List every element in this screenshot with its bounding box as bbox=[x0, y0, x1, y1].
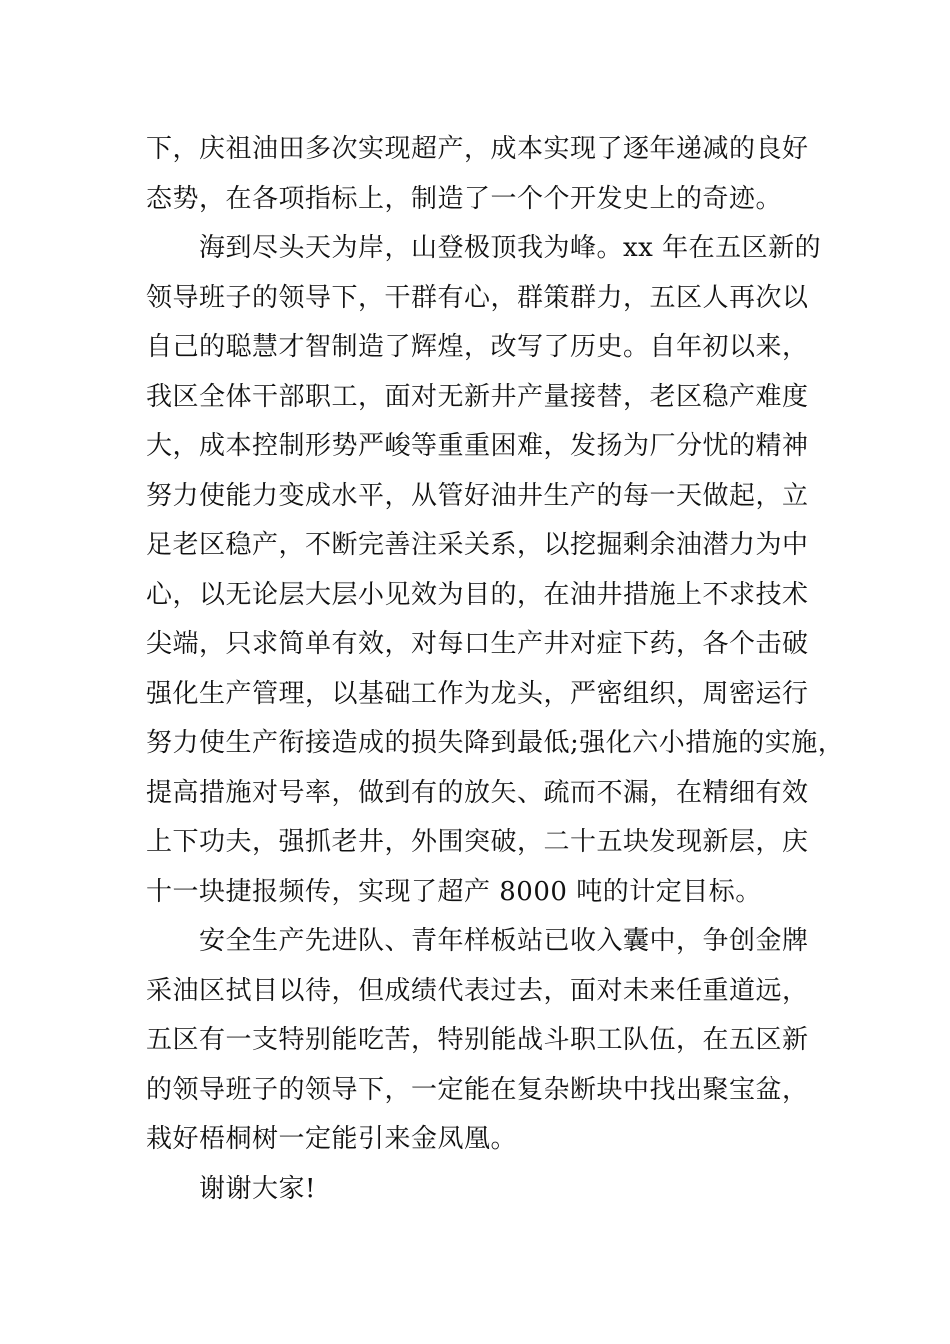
document-body bbox=[146, 125, 845, 1214]
text-line: 足老区稳产，不断完善注采关系，以挖掘剩余油潜力为中 bbox=[146, 530, 809, 560]
paragraph bbox=[146, 1165, 836, 1215]
paragraph bbox=[146, 917, 836, 1165]
text-line: 我区全体干部职工，面对无新井产量接替，老区稳产难度 bbox=[146, 381, 809, 412]
text-line: 上下功夫，强抓老井，外围突破，二十五块发现新层，庆 bbox=[146, 827, 809, 857]
text-line: 努力使能力变成水平，从管好油井生产的每一天做起，立 bbox=[146, 480, 809, 511]
text-line: 下，庆祖油田多次实现超产，成本实现了逐年递减的良好 bbox=[146, 134, 809, 164]
text-line: 安全生产先进队、青年样板站已收入囊中，争创金牌 bbox=[199, 926, 809, 956]
text-line: 海到尽头天为岸，山登极顶我为峰。xx 年在五区新的 bbox=[199, 233, 822, 263]
text-line: 领导班子的领导下，干群有心，群策群力，五区人再次以 bbox=[146, 282, 809, 313]
closing-line: 谢谢大家! bbox=[199, 1173, 316, 1204]
text-line: 尖端，只求简单有效，对每口生产井对症下药，各个击破 bbox=[146, 629, 809, 659]
paragraph bbox=[146, 224, 845, 917]
text-line: 的领导班子的领导下，一定能在复杂断块中找出聚宝盆， bbox=[146, 1074, 809, 1105]
text-line: 心，以无论层大层小见效为目的，在油井措施上不求技术 bbox=[146, 579, 809, 610]
text-line: 大，成本控制形势严峻等重重困难，发扬为厂分忧的精神 bbox=[146, 431, 809, 461]
paragraph bbox=[146, 125, 836, 224]
text-line: 五区有一支特别能吃苦，特别能战斗职工队伍，在五区新 bbox=[146, 1025, 809, 1055]
text-line: 自己的聪慧才智制造了辉煌，改写了历史。自年初以来， bbox=[146, 332, 809, 362]
text-line: 强化生产管理，以基础工作为龙头，严密组织，周密运行 bbox=[146, 678, 809, 709]
text-line: 努力使生产衔接造成的损失降到最低;强化六小措施的实施， bbox=[146, 728, 845, 758]
text-line: 栽好梧桐树一定能引来金凤凰。 bbox=[146, 1124, 518, 1154]
text-line: 提高措施对号率，做到有的放矢、疏而不漏，在精细有效 bbox=[146, 777, 809, 808]
text-line: 态势，在各项指标上，制造了一个个开发史上的奇迹。 bbox=[146, 183, 783, 214]
text-line: 采油区拭目以待，但成绩代表过去，面对未来任重道远， bbox=[146, 975, 809, 1006]
text-line: 十一块捷报频传，实现了超产 8000 吨的计定目标。 bbox=[146, 876, 762, 907]
